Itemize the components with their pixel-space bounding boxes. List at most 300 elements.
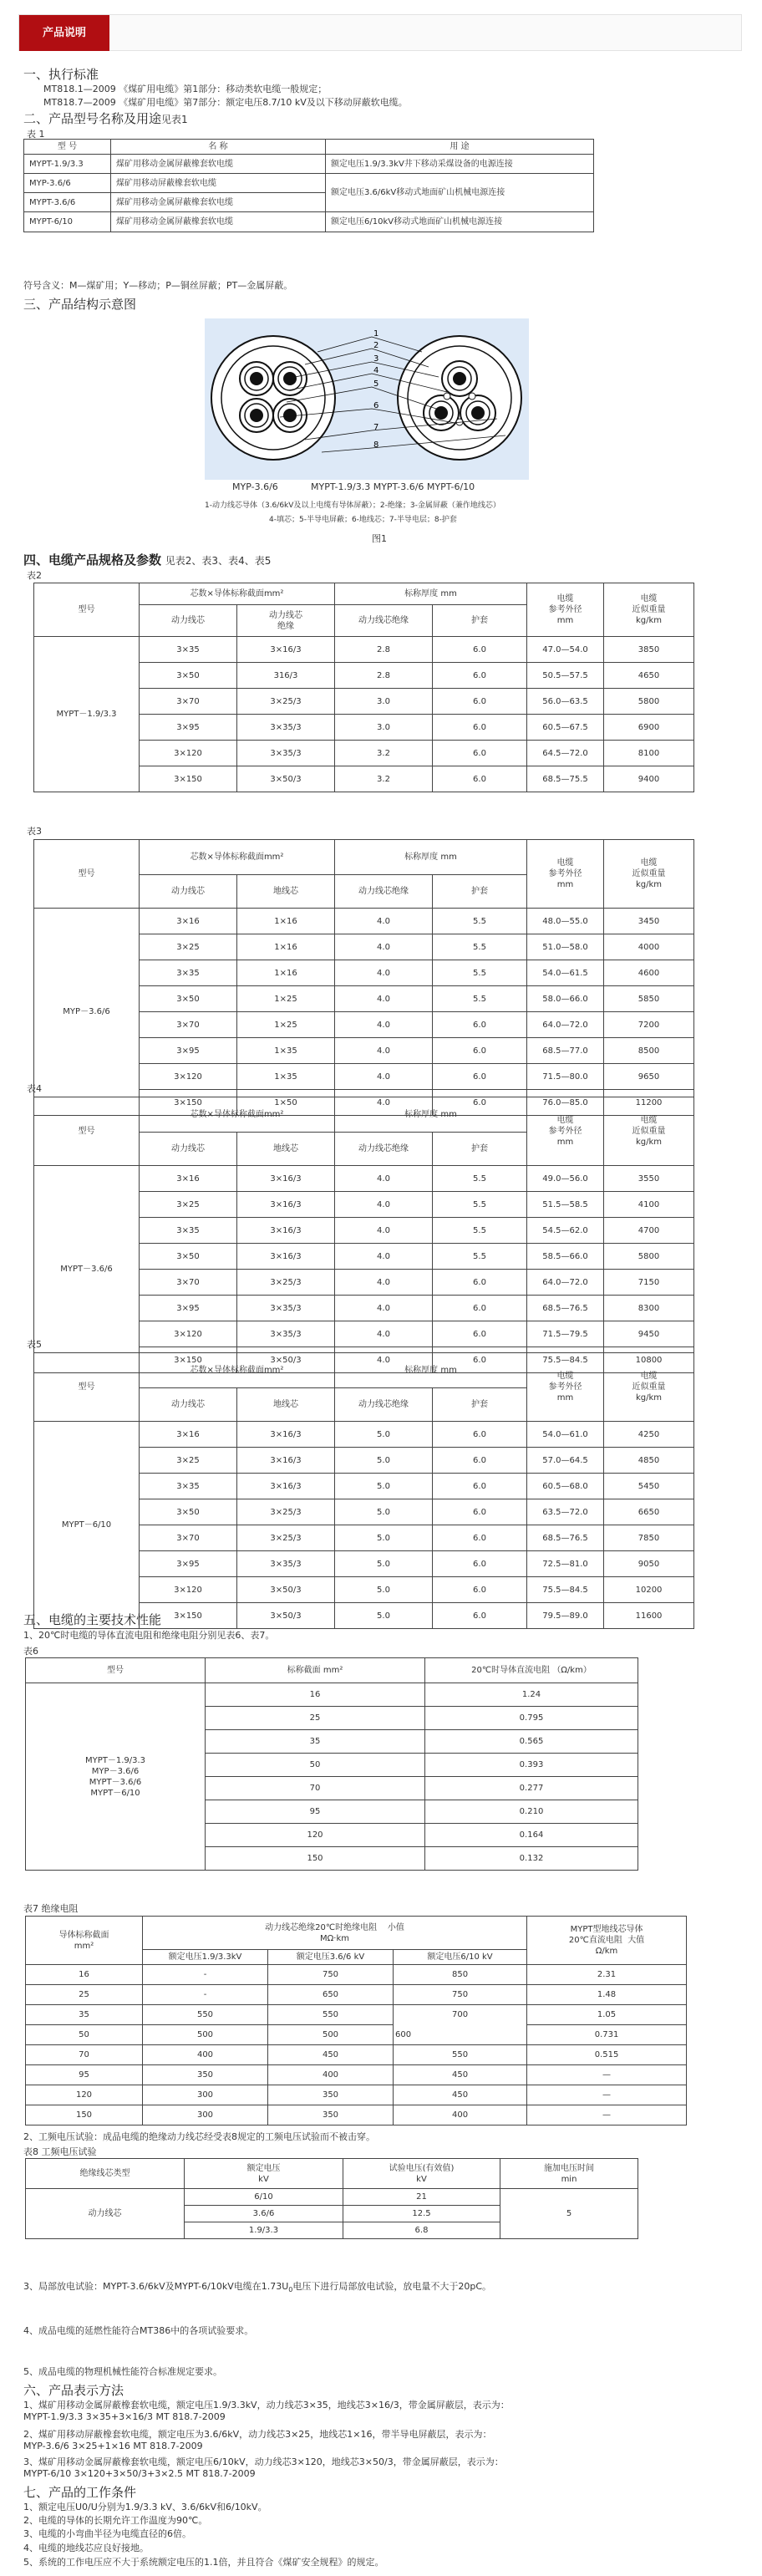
figure-label: 图1 [372, 533, 387, 544]
table-cell: 0.795 [425, 1707, 638, 1730]
table-cell: 9050 [604, 1551, 694, 1577]
table-header: 额定电压3.6/6 kV [268, 1950, 394, 1965]
table-cell: 4.0 [335, 934, 433, 960]
table4-caption: 表4 [27, 1083, 42, 1094]
table-cell: 6.0 [433, 1321, 527, 1347]
model-cell: MYPT－3.6/6 [34, 1166, 140, 1373]
table-cell: 75.5—84.5 [527, 1577, 604, 1603]
table-header: 型号 [34, 583, 140, 637]
table-header: 电缆 参考外径 mm [527, 583, 604, 637]
table3-caption: 表3 [27, 826, 42, 837]
table-cell: 11200 [604, 1090, 694, 1116]
table-cell: 3×35 [140, 1474, 237, 1499]
table-cell: 54.5—62.0 [527, 1218, 604, 1244]
table-cell: 700 [394, 2005, 527, 2025]
table-cell: 3×50 [140, 986, 237, 1012]
table-cell: 1×16 [237, 909, 335, 934]
table-cell: 4850 [604, 1448, 694, 1474]
table-cell: 5.5 [433, 986, 527, 1012]
table-header: 芯数×导体标称截面mm² [140, 1353, 335, 1388]
sec5-para: 2、工频电压试验：成品电缆的绝缘动力线芯经受表8规定的工频电压试验而不被击穿。 [23, 2131, 375, 2142]
table-cell: 75.5—84.5 [527, 1347, 604, 1373]
table-header: 电缆 参考外径 mm [527, 1097, 604, 1166]
table-cell: 3×70 [140, 1270, 237, 1296]
table-header: 额定电压 kV [185, 2159, 343, 2189]
table-cell: 3×16/3 [237, 1448, 335, 1474]
table-header: 地线芯 [237, 1133, 335, 1166]
table-cell: 3×25 [140, 934, 237, 960]
table-cell: 6.0 [433, 1551, 527, 1577]
sec7-title: 七、产品的工作条件 [23, 2485, 137, 2500]
table-cell: 3×150 [140, 1347, 237, 1373]
table-cell: 16 [206, 1683, 425, 1707]
sec5-para: 3、局部放电试验：MYPT-3.6/6kV及MYPT-6/10kV电缆在$1.73U_0$电压下进行局部放电试验，放电量不大于20pC。 [23, 2281, 492, 2294]
table-cell: 4.0 [335, 1321, 433, 1347]
table-cell: 4.0 [335, 909, 433, 934]
table-cell: 4.0 [335, 986, 433, 1012]
table-cell: 4.0 [335, 1244, 433, 1270]
table-cell: 3.0 [335, 689, 433, 715]
table-header: 导体标称截面 mm² [26, 1917, 143, 1965]
table-cell: 21 [343, 2189, 500, 2206]
table-header: 试验电压(有效值) kV [343, 2159, 500, 2189]
table-cell: 4.0 [335, 1166, 433, 1192]
table-cell: 56.0—63.5 [527, 689, 604, 715]
table-header: 电缆 参考外径 mm [527, 1353, 604, 1422]
table-cell: 316/3 [237, 663, 335, 689]
table-cell: 58.5—66.0 [527, 1244, 604, 1270]
model-name: MYPT－3.6/6 [89, 1777, 142, 1787]
table-header: 额定电压6/10 kV [394, 1950, 527, 1965]
table-cell: 95 [206, 1800, 425, 1824]
table-cell: 0.210 [425, 1800, 638, 1824]
table6 [25, 1657, 638, 1871]
table5-caption: 表5 [27, 1339, 42, 1350]
table-cell: 3×25/3 [237, 1499, 335, 1525]
table7-caption: 表7 绝缘电阻 [23, 1903, 79, 1914]
table-cell: 3×50/3 [237, 1577, 335, 1603]
table-header: 施加电压时间 min [500, 2159, 638, 2189]
table-header: 护套 [433, 875, 527, 909]
table-cell: 7200 [604, 1012, 694, 1038]
table-cell: 6.0 [433, 1064, 527, 1090]
table-cell: 750 [394, 1985, 527, 2005]
table-row [34, 1422, 694, 1448]
table-cell: 4.0 [335, 1218, 433, 1244]
table-cell: 54.0—61.5 [527, 960, 604, 986]
table-cell: 额定电压6/10kV移动式地面矿山机械电源连接 [326, 212, 594, 232]
table-cell: 3.0 [335, 715, 433, 741]
table-cell: 8300 [604, 1296, 694, 1321]
table8 [25, 2158, 638, 2239]
table-cell: 7850 [604, 1525, 694, 1551]
table-cell: 450 [394, 2085, 527, 2105]
table-cell: 70 [26, 2045, 143, 2065]
table-cell: 3×70 [140, 1525, 237, 1551]
table-cell: 120 [26, 2085, 143, 2105]
table-cell: 6.0 [433, 1474, 527, 1499]
table-row [34, 909, 694, 934]
table-cell: 5.0 [335, 1499, 433, 1525]
table-cell: 4.0 [335, 1296, 433, 1321]
table-cell: 550 [143, 2005, 268, 2025]
table-cell: 5.0 [335, 1525, 433, 1551]
table-cell: 动力线芯 [26, 2189, 185, 2239]
table-cell: 7150 [604, 1270, 694, 1296]
table-cell: 16 [26, 1965, 143, 1985]
table-cell: 400 [143, 2045, 268, 2065]
sec5-para: 5、成品电缆的物理机械性能符合标准规定要求。 [23, 2366, 222, 2377]
table6-caption: 表6 [23, 1646, 38, 1657]
table-cell: 50.5—57.5 [527, 663, 604, 689]
table-cell: 3×35 [140, 637, 237, 663]
table-cell: 5.5 [433, 1218, 527, 1244]
table-cell: 95 [26, 2065, 143, 2085]
table-cell: 120 [206, 1824, 425, 1847]
table-cell: 3×150 [140, 1090, 237, 1116]
table-cell: 1.48 [527, 1985, 687, 2005]
table-cell: 3.2 [335, 741, 433, 766]
table-row [26, 2085, 687, 2105]
table-header: 动力线芯 绝缘 [237, 605, 335, 637]
table-cell: - [143, 1985, 268, 2005]
table-cell: 6.0 [433, 1038, 527, 1064]
table-cell: 3×95 [140, 715, 237, 741]
table-header: 绝缘线芯类型 [26, 2159, 185, 2189]
table-cell: 3×16 [140, 1422, 237, 1448]
sec1-title: 一、执行标准 [23, 67, 99, 82]
table-cell: 6.0 [433, 715, 527, 741]
table-cell: — [527, 2065, 687, 2085]
table-cell: 1×25 [237, 986, 335, 1012]
table-header: 型号 [34, 1097, 140, 1166]
table-cell: 450 [394, 2065, 527, 2085]
table-row [26, 2045, 687, 2065]
sec3-title: 三、产品结构示意图 [23, 297, 137, 312]
table-cell: 2.8 [335, 637, 433, 663]
table-cell: 1×35 [237, 1038, 335, 1064]
table-header: 护套 [433, 1133, 527, 1166]
table-cell: 3.2 [335, 766, 433, 792]
table-header: 地线芯 [237, 1388, 335, 1422]
table-cell: MYP-3.6/6 [24, 174, 111, 193]
table-header: 20℃时导体直流电阻 （Ω/km） [425, 1658, 638, 1683]
table-cell: 1×16 [237, 934, 335, 960]
table-cell: 6.0 [433, 1525, 527, 1551]
table-cell: 煤矿用移动金属屏蔽橡套软电缆 [111, 193, 326, 212]
table-cell: 72.5—81.0 [527, 1551, 604, 1577]
table-cell: 5.0 [335, 1603, 433, 1629]
table-cell: 8500 [604, 1038, 694, 1064]
table-cell: 3×50/3 [237, 766, 335, 792]
table-cell: 6.0 [433, 741, 527, 766]
table-header: 动力线芯 [140, 875, 237, 909]
table-cell: 5.5 [433, 1192, 527, 1218]
table-header: 标称厚度 mm [335, 583, 527, 605]
table-header: 电缆 参考外径 mm [527, 840, 604, 909]
table-row [34, 637, 694, 663]
table-header: 动力线芯绝缘 [335, 875, 433, 909]
table-cell: 1×50 [237, 1090, 335, 1116]
table-cell: 57.0—64.5 [527, 1448, 604, 1474]
table-cell: 煤矿用移动金属屏蔽橡套软电缆 [111, 212, 326, 232]
table-cell: 3×16/3 [237, 1166, 335, 1192]
table-header: 动力线芯绝缘 [335, 1133, 433, 1166]
table-cell: 64.5—72.0 [527, 741, 604, 766]
table-cell: 450 [268, 2045, 394, 2065]
table-header: 型 号 [24, 140, 111, 155]
sec7-line: 2、电缆的导体的长期允许工作温度为90℃。 [23, 2515, 208, 2526]
table-cell: 5.0 [335, 1577, 433, 1603]
table-cell: 750 [268, 1965, 394, 1985]
table-cell: 70 [206, 1777, 425, 1800]
table-header: 芯数×导体标称截面mm² [140, 1097, 335, 1133]
table-header: 型号 [34, 1353, 140, 1422]
table-cell: 5.5 [433, 909, 527, 934]
table-header: 动力线芯 [140, 1133, 237, 1166]
sec7-line: 4、电缆的地线芯应良好接地。 [23, 2543, 149, 2553]
table-row [26, 1965, 687, 1985]
cable-right-sheath [398, 336, 521, 460]
table-cell: 5800 [604, 689, 694, 715]
table-cell: 1×16 [237, 960, 335, 986]
table-cell: 3×16/3 [237, 637, 335, 663]
structure-diagram [205, 318, 529, 480]
table-cell: 5.5 [433, 960, 527, 986]
table-header: 标称厚度 mm [335, 1097, 527, 1133]
sec6-title: 六、产品表示方法 [23, 2383, 124, 2398]
table-cell: 12.5 [343, 2206, 500, 2222]
table-cell: 6650 [604, 1499, 694, 1525]
table-cell: 68.5—76.5 [527, 1525, 604, 1551]
table-header: 动力线芯绝缘 [335, 1388, 433, 1422]
table-cell: 1×25 [237, 1012, 335, 1038]
table-row [26, 1985, 687, 2005]
table-cell: 63.5—72.0 [527, 1499, 604, 1525]
table-cell: 4.0 [335, 1270, 433, 1296]
table-cell: 3×120 [140, 1577, 237, 1603]
table-cell: 0.164 [425, 1824, 638, 1847]
table-cell: 3×50 [140, 1499, 237, 1525]
table-cell: - [143, 1965, 268, 1985]
table-cell: 3×95 [140, 1038, 237, 1064]
model-cell: MYPT－6/10 [34, 1422, 140, 1629]
sec7-line: 5、系统的工作电压应不大于系统额定电压的1.1倍，并且符合《煤矿安全规程》的规定。 [23, 2557, 384, 2568]
table-cell: 3×50 [140, 1244, 237, 1270]
diagram-caption-right: MYPT-1.9/3.3 MYPT-3.6/6 MYPT-6/10 [311, 481, 475, 492]
table-cell: 68.5—75.5 [527, 766, 604, 792]
table-cell: 3550 [604, 1166, 694, 1192]
table-cell: 6.0 [433, 1448, 527, 1474]
sec4-title: 四、电缆产品规格及参数 见表2、表3、表4、表5 [23, 552, 272, 568]
table2 [33, 583, 694, 792]
table-cell: 5.0 [335, 1448, 433, 1474]
table-cell: 6.0 [433, 1577, 527, 1603]
diagram-number: 8 [373, 440, 379, 450]
table-row [26, 2005, 687, 2025]
table-header: 地线芯 [237, 875, 335, 909]
table-cell: 3×35/3 [237, 741, 335, 766]
table5 [33, 1352, 694, 1629]
cable-left-sheath [211, 336, 335, 460]
header-bar [18, 14, 742, 51]
table-cell: 1.24 [425, 1683, 638, 1707]
table-header: 电缆 近似重量 kg/km [604, 840, 694, 909]
table-cell: 3×35/3 [237, 1296, 335, 1321]
table-cell: 3×25 [140, 1448, 237, 1474]
table-cell: 6.0 [433, 1347, 527, 1373]
table-header: 额定电压1.9/3.3kV [143, 1950, 268, 1965]
table-cell: 5.0 [335, 1474, 433, 1499]
table-cell: 6.0 [433, 663, 527, 689]
sec5-para: 1、20℃时电缆的导体直流电阻和绝缘电阻分别见表6、表7。 [23, 1630, 275, 1641]
table-cell: 6/10 [185, 2189, 343, 2206]
table-cell: 47.0—54.0 [527, 637, 604, 663]
table-cell: 300 [143, 2105, 268, 2125]
table-cell: 3×25/3 [237, 689, 335, 715]
table-header: 标称厚度 mm [335, 840, 527, 875]
sec1-line: MT818.1—2009 《煤矿用电缆》第1部分：移动类软电缆一般规定； [43, 84, 328, 94]
table-header: 芯数×导体标称截面mm² [140, 840, 335, 875]
table-cell: 6.0 [433, 689, 527, 715]
table-cell: 4.0 [335, 1064, 433, 1090]
table-cell: 8100 [604, 741, 694, 766]
table-cell: 64.0—72.0 [527, 1270, 604, 1296]
sec6-line: MYPT-1.9/3.3 3×35+3×16/3 MT 818.7-2009 [23, 2411, 226, 2422]
table4 [33, 1097, 694, 1373]
sec6-line: 2、煤矿用移动屏蔽橡套软电缆，额定电压为3.6/6kV，动力线芯3×25，地线芯1×16，带半导电屏蔽层，表示为： [23, 2429, 492, 2440]
table-cell: 6.0 [433, 1422, 527, 1448]
table-cell: MYPT-6/10 [24, 212, 111, 232]
table-cell: 2.8 [335, 663, 433, 689]
table-header: 名 称 [111, 140, 326, 155]
table-cell: 550 [394, 2045, 527, 2065]
table-cell: 3×16 [140, 909, 237, 934]
table-cell: 1.05 [527, 2005, 687, 2025]
table-cell: 3×70 [140, 1012, 237, 1038]
table-header: 电缆 近似重量 kg/km [604, 1097, 694, 1166]
table-cell: 3×25/3 [237, 1270, 335, 1296]
table-cell: 3×25 [140, 1192, 237, 1218]
table-cell: 6.0 [433, 1270, 527, 1296]
diagram-caption-left: MYP-3.6/6 [232, 481, 278, 492]
table-cell: 3×35 [140, 1218, 237, 1244]
sec2-title: 二、产品型号名称及用途见表1 [23, 111, 188, 126]
table-cell: 25 [206, 1707, 425, 1730]
table-cell: 3×150 [140, 766, 237, 792]
table-cell: 5 [500, 2189, 638, 2239]
table-cell: 60.5—68.0 [527, 1474, 604, 1499]
table-cell: 6.0 [433, 1603, 527, 1629]
table-cell: 3×50/3 [237, 1347, 335, 1373]
table-header: 动力线芯绝缘20℃时绝缘电阻 小值 MΩ·km [143, 1917, 527, 1950]
table-cell: 4700 [604, 1218, 694, 1244]
table-header: 动力线芯 [140, 605, 237, 637]
table-cell: 5.0 [335, 1422, 433, 1448]
table-header: 标称厚度 mm [335, 1353, 527, 1388]
table-cell: 1.9/3.3 [185, 2222, 343, 2239]
diagram-number: 2 [373, 341, 379, 350]
table-cell: 68.5—77.0 [527, 1038, 604, 1064]
table-cell: 4.0 [335, 1038, 433, 1064]
table-cell: 6.0 [433, 637, 527, 663]
table-cell: 4.0 [335, 1192, 433, 1218]
table-cell: 5.5 [433, 934, 527, 960]
table-cell: 4.0 [335, 960, 433, 986]
table-cell: 71.5—79.5 [527, 1321, 604, 1347]
sec6-line: MYP-3.6/6 3×25+1×16 MT 818.7-2009 [23, 2441, 203, 2451]
table7 [25, 1916, 687, 2125]
table-cell: 0.132 [425, 1847, 638, 1871]
sec7-line: 1、额定电压U0/U分别为1.9/3.3 kV、3.6/6kV和6/10kV。 [23, 2502, 267, 2512]
table-cell: 500 [268, 2025, 394, 2045]
table-cell: 4250 [604, 1422, 694, 1448]
table-cell: 49.0—56.0 [527, 1166, 604, 1192]
table8-caption: 表8 工频电压试验 [23, 2146, 97, 2157]
diagram-number: 5 [373, 379, 379, 389]
table-cell: 3×95 [140, 1296, 237, 1321]
table-cell: MYPT-3.6/6 [24, 193, 111, 212]
table-cell: 50 [206, 1754, 425, 1777]
table-cell: 4000 [604, 934, 694, 960]
table-cell: 6.0 [433, 1296, 527, 1321]
table-header: 护套 [433, 605, 527, 637]
table-cell: 3×16/3 [237, 1244, 335, 1270]
tab-product-description[interactable]: 产品说明 [19, 15, 109, 51]
table-cell: 300 [143, 2085, 268, 2105]
table-cell: 5.0 [335, 1551, 433, 1577]
model-name: MYP－3.6/6 [91, 1766, 140, 1776]
model-cell: MYPT－1.9/3.3 [34, 637, 140, 792]
diagram-number: 4 [373, 366, 379, 375]
table-cell: 500 [143, 2025, 268, 2045]
table-cell: 3×95 [140, 1551, 237, 1577]
table-cell: 150 [26, 2105, 143, 2125]
table-row [34, 1166, 694, 1192]
table-cell: 煤矿用移动屏蔽橡套软电缆 [111, 174, 326, 193]
table-cell: 71.5—80.0 [527, 1064, 604, 1090]
sec7-line: 3、电缆的小弯曲半径为电缆直径的6倍。 [23, 2528, 191, 2539]
sec6-line: 3、煤矿用移动金属屏蔽橡套软电缆，额定电压6/10kV，动力线芯3×120，地线芯3×50/3，带金属屏蔽层，表示为： [23, 2456, 504, 2467]
table-header: 动力线芯绝缘 [335, 605, 433, 637]
diagram-legend: 1-动力线芯导体（3.6/6kV及以上电缆有导体屏蔽）；2-绝缘；3-金属屏蔽（兼作地线芯） [205, 501, 500, 510]
table-cell: 79.5—89.0 [527, 1603, 604, 1629]
table-header: 型号 [26, 1658, 206, 1683]
table-cell: 3×50/3 [237, 1603, 335, 1629]
sec5-title: 五、电缆的主要技术性能 [23, 1612, 162, 1627]
table-cell: 6900 [604, 715, 694, 741]
table-cell: 5.5 [433, 1244, 527, 1270]
table-cell: 3×16/3 [237, 1474, 335, 1499]
table-cell: 2.31 [527, 1965, 687, 1985]
table-cell: 3×25/3 [237, 1525, 335, 1551]
table-cell: 4.0 [335, 1012, 433, 1038]
table-cell: 54.0—61.0 [527, 1422, 604, 1448]
table-cell: 6.8 [343, 2222, 500, 2239]
table-row [26, 2065, 687, 2085]
table-cell: MYPT-1.9/3.3 [24, 155, 111, 174]
table-cell: 76.0—85.0 [527, 1090, 604, 1116]
table-header: 动力线芯 [140, 1388, 237, 1422]
table-header: 标称截面 mm² [206, 1658, 425, 1683]
table-cell: 3×16 [140, 1166, 237, 1192]
model-name: MYPT－6/10 [90, 1788, 140, 1798]
model-cell: MYP－3.6/6 [34, 909, 140, 1116]
table-cell: 0.393 [425, 1754, 638, 1777]
table-cell: 11600 [604, 1603, 694, 1629]
table-cell: 4100 [604, 1192, 694, 1218]
table-header: MYPT型地线芯导体 20℃直流电阻 大值 Ω/km [527, 1917, 687, 1965]
